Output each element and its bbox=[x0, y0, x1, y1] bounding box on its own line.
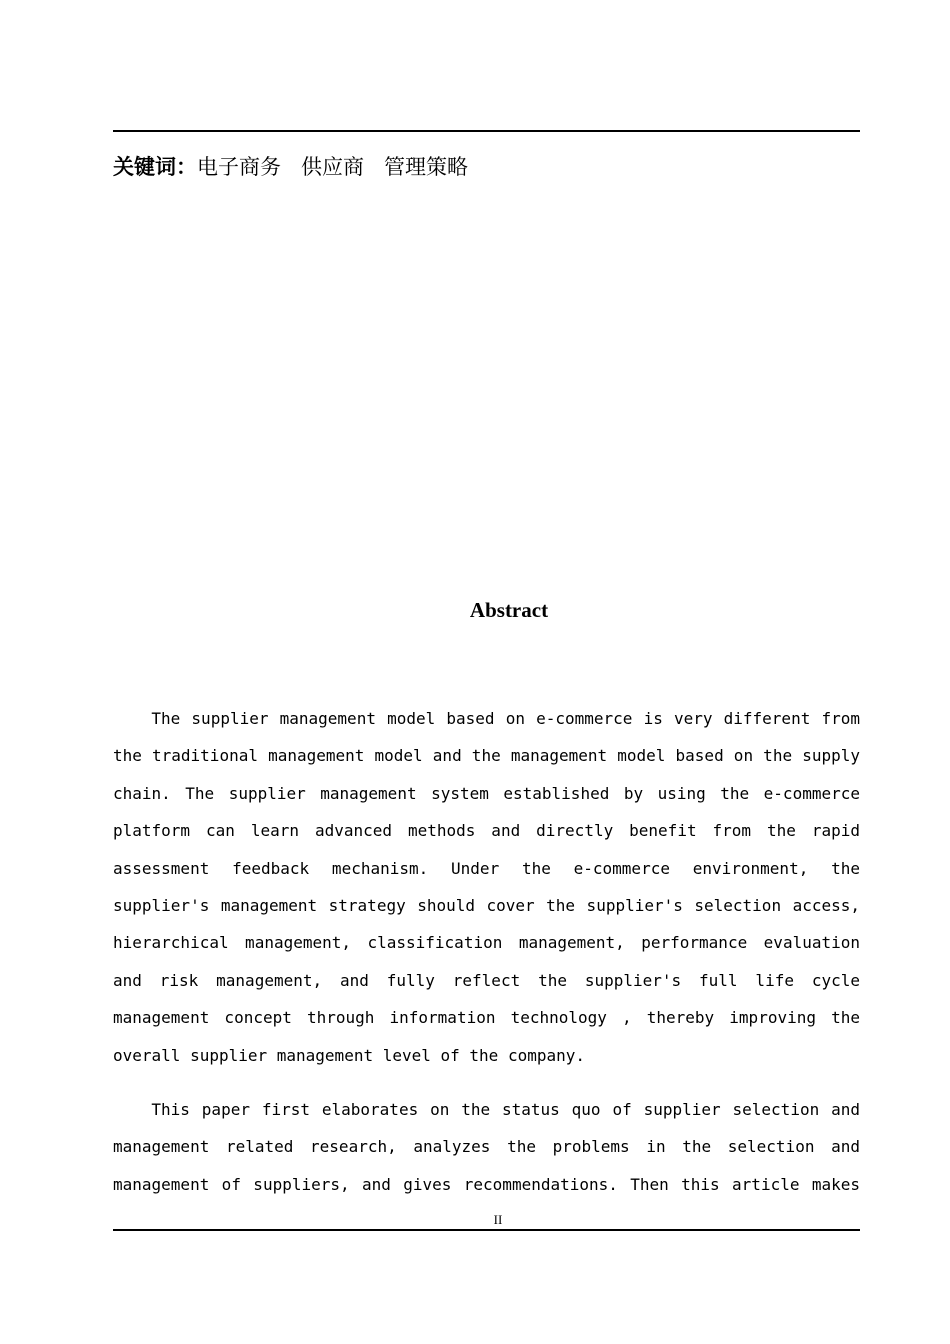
text-line: management concept through information technology , thereby improving the bbox=[113, 1008, 860, 1028]
text-line: The supplier management model based on e-commerce is very different from bbox=[151, 709, 860, 728]
abstract-paragraph-1 bbox=[113, 700, 860, 1074]
text-line: This paper first elaborates on the status quo of supplier selection and bbox=[151, 1100, 860, 1119]
abstract-paragraph-2 bbox=[113, 1091, 860, 1203]
text-line: management related research, analyzes the problems in the selection and bbox=[113, 1137, 860, 1157]
keyword-item: 供应商 bbox=[301, 155, 364, 179]
text-line: overall supplier management level of the company. bbox=[113, 1045, 586, 1065]
page-number: II bbox=[493, 1212, 503, 1227]
text-line: and risk management, and fully reflect the supplier's full life cycle bbox=[113, 970, 860, 990]
keyword-item: 电子商务 bbox=[197, 155, 281, 179]
header-rule bbox=[113, 130, 860, 132]
footer-rule bbox=[113, 1229, 860, 1231]
keyword-item: 管理策略 bbox=[384, 155, 468, 179]
abstract-heading: Abstract bbox=[469, 598, 549, 622]
text-line: the traditional management model and the management model based on the supply bbox=[113, 746, 860, 766]
keywords-line bbox=[113, 152, 860, 182]
text-line: hierarchical management, classification management, performance evaluation bbox=[113, 933, 860, 953]
text-line: assessment feedback mechanism. Under the e-commerce environment, the bbox=[113, 858, 860, 878]
keywords-label: 关键词： bbox=[113, 155, 197, 179]
text-line: platform can learn advanced methods and directly benefit from the rapid bbox=[113, 821, 860, 841]
text-line: management of suppliers, and gives recommendations. Then this article makes bbox=[113, 1174, 860, 1194]
text-line: supplier's management strategy should cover the supplier's selection access, bbox=[113, 895, 860, 915]
text-line: chain. The supplier management system established by using the e-commerce bbox=[113, 783, 860, 803]
